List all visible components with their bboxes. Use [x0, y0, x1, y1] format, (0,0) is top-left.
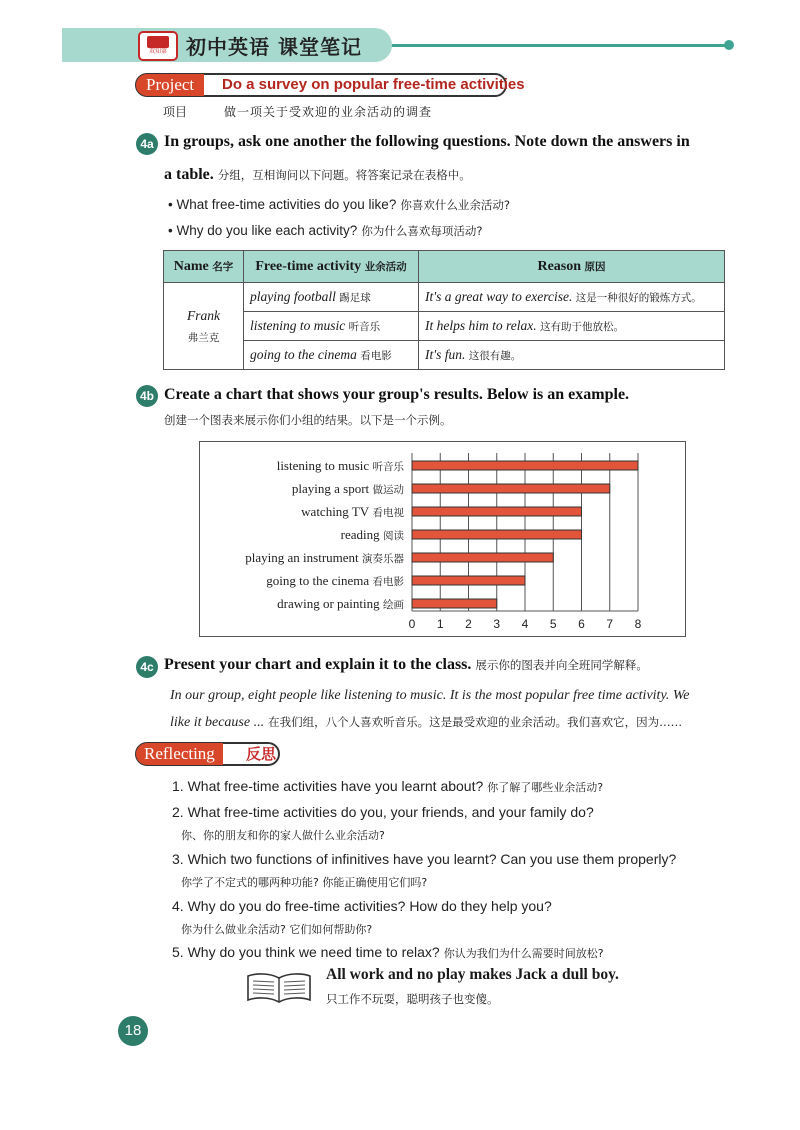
- step4c-example-cn: 在我们组，八个人喜欢听音乐。这是最受欢迎的业余活动。我们喜欢它，因为……: [268, 715, 683, 729]
- bar: [412, 461, 638, 470]
- bullet-en: What free-time activities do you like?: [176, 197, 397, 212]
- table-row: [164, 283, 725, 312]
- category-label: going to the cinema 看电影: [266, 573, 404, 588]
- table-row: [164, 312, 725, 341]
- x-tick-label: 1: [436, 617, 444, 631]
- survey-table: [163, 250, 725, 370]
- bullet-en: Why do you like each activity?: [176, 223, 358, 238]
- reason-cell: It helps him to relax. 这有助于他放松。: [419, 312, 725, 341]
- bar: [412, 507, 582, 516]
- table-header-cell: Reason 原因: [419, 251, 725, 283]
- project-sub-label: 项目: [163, 105, 188, 119]
- step4c-instruction: Present your chart and explain it to the class.: [164, 656, 472, 673]
- reflect-question: 5. Why do you think we need time to relax? 你认为我们为什么需要时间放松?: [172, 944, 604, 960]
- proverb-cn: 只工作不玩耍，聪明孩子也变傻。: [326, 992, 499, 1006]
- x-tick-label: 4: [521, 617, 529, 631]
- bar: [412, 530, 582, 539]
- x-tick-label: 2: [465, 617, 472, 631]
- name-en: Frank: [187, 307, 220, 323]
- activity-cell: playing football 踢足球: [244, 283, 419, 312]
- reflecting-tag: Reflecting: [136, 743, 223, 765]
- category-label: drawing or painting 绘画: [277, 596, 404, 611]
- reflect-question: 2. What free-time activities do you, your friends, and your family do? 你、你的朋友和你的家人做什么业余活动?: [172, 804, 594, 842]
- step4c-instruction-cn: 展示你的图表并向全班同学解释。: [475, 658, 648, 672]
- x-tick-label: 8: [634, 617, 642, 631]
- reflect-question: 4. Why do you do free-time activities? How do they help you? 你为什么做业余活动? 它们如何帮助你?: [172, 898, 552, 936]
- table-header-cell: Name 名字: [164, 251, 244, 283]
- book-logo-icon: [138, 31, 178, 61]
- bar: [412, 484, 610, 493]
- step4a-instruction-line2: a table.: [164, 166, 214, 183]
- step-badge-4b: 4b: [136, 385, 158, 407]
- name-cell: [164, 283, 244, 370]
- bar-chart: [199, 441, 686, 637]
- proverb-en: All work and no play makes Jack a dull boy.: [326, 966, 619, 983]
- bullet-cn: 你喜欢什么业余活动?: [400, 198, 510, 212]
- project-title: Do a survey on popular free-time activities: [222, 76, 525, 93]
- bar: [412, 553, 553, 562]
- reflecting-tag-cn: 反思: [246, 745, 277, 763]
- category-label: playing an instrument 演奏乐器: [245, 550, 404, 565]
- reason-cell: It's a great way to exercise. 这是一种很好的锻炼方式。: [419, 283, 725, 312]
- step4b-instruction: Create a chart that shows your group's results. Below is an example.: [164, 386, 630, 403]
- name-cn: 弗兰克: [187, 331, 220, 344]
- category-label: playing a sport 做运动: [291, 481, 404, 496]
- step4c-example-line2: like it because ...: [170, 715, 265, 730]
- open-book-icon: [244, 970, 314, 1004]
- step4a-instruction-line1: In groups, ask one another the following questions. Note down the answers in: [164, 133, 690, 150]
- reflect-question: 1. What free-time activities have you learnt about? 你了解了哪些业余活动?: [172, 778, 604, 794]
- reflect-question: 3. Which two functions of infinitives have you learnt? Can you use them properly? 你学了不定式的哪两种功能? 你能正确使用它们吗?: [172, 851, 677, 889]
- bar: [412, 599, 497, 608]
- category-label: listening to music 听音乐: [276, 458, 404, 473]
- step-badge-4a: 4a: [136, 133, 158, 155]
- bar: [412, 576, 525, 585]
- project-tag: Project: [136, 74, 204, 96]
- activity-cell: listening to music 听音乐: [244, 312, 419, 341]
- page-number: 18: [118, 1016, 148, 1046]
- table-row: [164, 341, 725, 370]
- bullet-item: • Why do you like each activity? 你为什么喜欢每项活动?: [168, 223, 483, 238]
- header-title: 初中英语 课堂笔记: [186, 35, 362, 59]
- bullet-cn: 你为什么喜欢每项活动?: [361, 224, 483, 238]
- header-rule-end-dot: [724, 40, 734, 50]
- category-label: reading 阅读: [340, 527, 404, 542]
- reason-cell: It's fun. 这很有趣。: [419, 341, 725, 370]
- x-tick-label: 7: [606, 617, 614, 631]
- x-tick-label: 6: [578, 617, 585, 631]
- bullet-item: • What free-time activities do you like? 你喜欢什么业余活动?: [168, 197, 510, 212]
- category-label: watching TV 看电视: [301, 504, 404, 519]
- activity-cell: going to the cinema 看电影: [244, 341, 419, 370]
- project-sub-text: 做一项关于受欢迎的业余活动的调查: [224, 105, 433, 119]
- logo-text: 双知第: [148, 48, 167, 55]
- table-header-row: [164, 251, 725, 283]
- table-header-cell: Free-time activity 业余活动: [244, 251, 419, 283]
- step4a-instruction-cn: 分组，互相询问以下问题。将答案记录在表格中。: [217, 168, 471, 182]
- step-badge-4c: 4c: [136, 656, 158, 678]
- x-tick-label: 3: [493, 617, 501, 631]
- step4c-example-line1: In our group, eight people like listening to music. It is the most popular free time activity. We: [170, 688, 690, 703]
- x-tick-label: 0: [408, 617, 416, 631]
- step4b-instruction-cn: 创建一个图表来展示你们小组的结果。以下是一个示例。: [164, 413, 452, 427]
- x-tick-label: 5: [549, 617, 557, 631]
